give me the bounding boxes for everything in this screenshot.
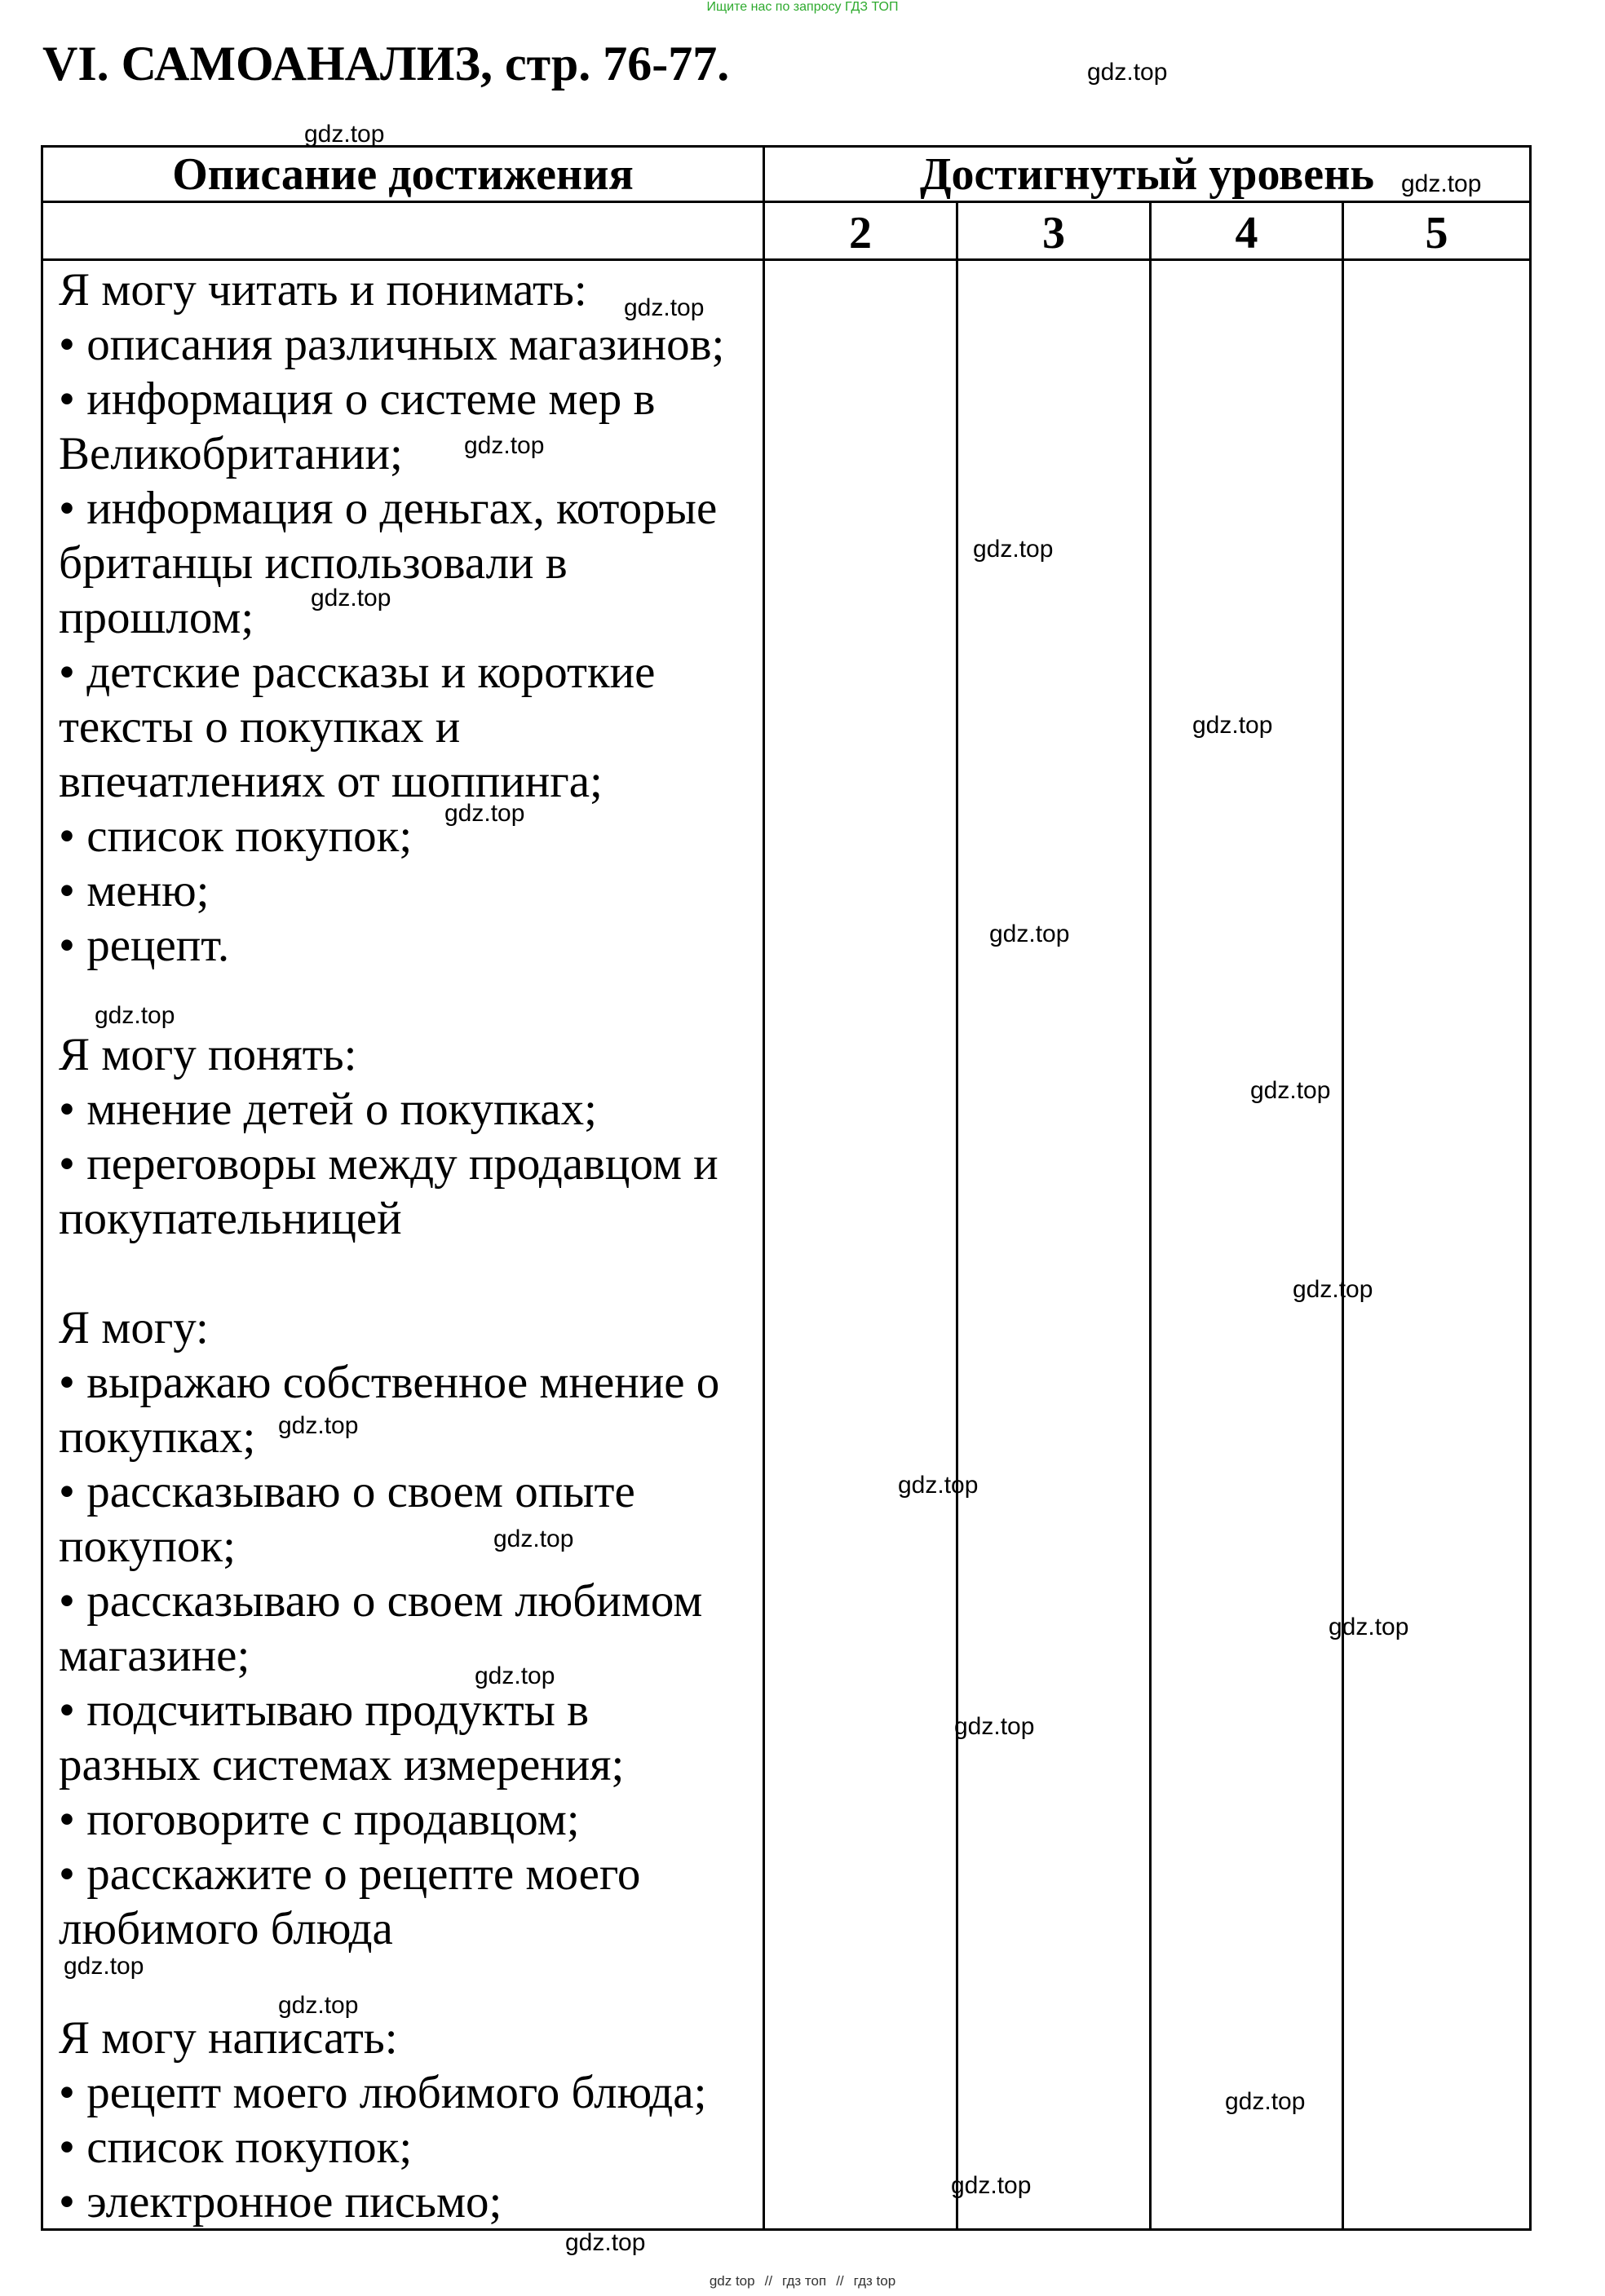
watermark: gdz.top (95, 1002, 175, 1029)
watermark: gdz.top (278, 1992, 359, 2019)
list-item: • электронное письмо; (59, 2176, 502, 2228)
watermark: gdz.top (1329, 1614, 1409, 1640)
list-item: • переговоры между продавцом и (59, 1138, 718, 1190)
watermark: gdz.top (973, 536, 1054, 563)
page-title: VI. САМОАНАЛИЗ, стр. 76-77. (42, 37, 730, 91)
list-item: • мнение детей о покупках; (59, 1084, 598, 1135)
list-item: • список покупок; (59, 810, 413, 862)
list-item: • рассказываю о своем любимом (59, 1575, 703, 1627)
watermark: gdz.top (1225, 2088, 1306, 2115)
footer-link: gdz top (709, 2273, 755, 2289)
list-item: • рецепт моего любимого блюда; (59, 2067, 707, 2118)
watermark: gdz.top (278, 1412, 359, 1439)
watermark: gdz.top (954, 1713, 1035, 1740)
watermark: gdz.top (898, 1472, 979, 1499)
level-5-header: 5 (1425, 208, 1448, 258)
list-item: • информация о деньгах, которые (59, 483, 718, 534)
watermark: gdz.top (64, 1953, 144, 1980)
watermark: gdz.top (475, 1662, 555, 1689)
watermark: gdz.top (989, 921, 1070, 947)
section-heading: Я могу написать: (59, 2012, 398, 2064)
list-item: • выражаю собственное мнение о (59, 1357, 720, 1408)
level-2-header: 2 (849, 208, 872, 258)
list-item: • список покупок; (59, 2122, 413, 2173)
top-banner: Ищите нас по запросу ГДЗ ТОП (706, 0, 899, 14)
table-col-divider-2-3 (956, 201, 958, 2231)
list-item: Великобритании; (59, 428, 403, 479)
list-item: британцы использовали в (59, 537, 568, 589)
list-item: • рецепт. (59, 920, 230, 971)
list-item: покупках; (59, 1411, 256, 1463)
list-item: прошлом; (59, 592, 254, 643)
section-heading: Я могу понять: (59, 1029, 357, 1080)
list-item: покупок; (59, 1521, 236, 1572)
watermark: gdz.top (951, 2172, 1032, 2199)
section-heading: Я могу читать и понимать: (59, 264, 587, 316)
list-item: тексты о покупках и (59, 701, 461, 753)
watermark: gdz.top (311, 585, 391, 612)
list-item: • рассказываю о своем опыте (59, 1466, 635, 1517)
watermark: gdz.top (624, 294, 705, 321)
table-col-divider-main (763, 145, 765, 2231)
watermark: gdz.top (444, 800, 525, 827)
list-item: • поговорите с продавцом; (59, 1794, 580, 1845)
watermark: gdz.top (304, 121, 385, 148)
section-speaking (59, 1300, 760, 1956)
section-reading (59, 263, 760, 973)
list-item: покупательницей (59, 1193, 402, 1244)
list-item: • информация о системе мер в (59, 373, 656, 425)
level-3-header: 3 (1042, 208, 1065, 258)
list-item: • подсчитываю продукты в (59, 1684, 590, 1736)
list-item: • меню; (59, 865, 210, 916)
section-understanding (59, 1027, 760, 1246)
header-level: Достигнутый уровень (919, 149, 1375, 200)
watermark: gdz.top (565, 2229, 646, 2256)
table-col-divider-4-5 (1342, 201, 1344, 2231)
watermark: gdz.top (464, 432, 545, 459)
list-item: впечатлениях от шоппинга; (59, 756, 603, 807)
watermark: gdz.top (1401, 170, 1482, 197)
list-item: • детские рассказы и короткие (59, 647, 656, 698)
list-item: любимого блюда (59, 1903, 393, 1954)
footer-separator: // (764, 2273, 773, 2289)
footer-separator: // (836, 2273, 844, 2289)
watermark: gdz.top (1087, 59, 1168, 86)
list-item: магазине; (59, 1630, 250, 1681)
footer-link: гдз top (853, 2273, 896, 2289)
table-border-right (1529, 145, 1532, 2231)
list-item: • расскажите о рецепте моего (59, 1848, 641, 1900)
table-col-divider-3-4 (1149, 201, 1152, 2231)
watermark: gdz.top (1293, 1276, 1373, 1303)
level-4-header: 4 (1235, 208, 1258, 258)
list-item: разных системах измерения; (59, 1739, 625, 1790)
watermark: gdz.top (1192, 712, 1273, 739)
list-item: • описания различных магазинов; (59, 319, 725, 370)
header-description: Описание достижения (172, 149, 634, 200)
description-column (59, 263, 760, 2229)
section-heading: Я могу: (59, 1302, 209, 1353)
watermark: gdz.top (1250, 1077, 1331, 1104)
footer (0, 2273, 1605, 2289)
table-border-left (41, 145, 43, 2231)
footer-link: гдз топ (782, 2273, 827, 2289)
watermark: gdz.top (493, 1526, 574, 1552)
section-writing (59, 2011, 760, 2229)
